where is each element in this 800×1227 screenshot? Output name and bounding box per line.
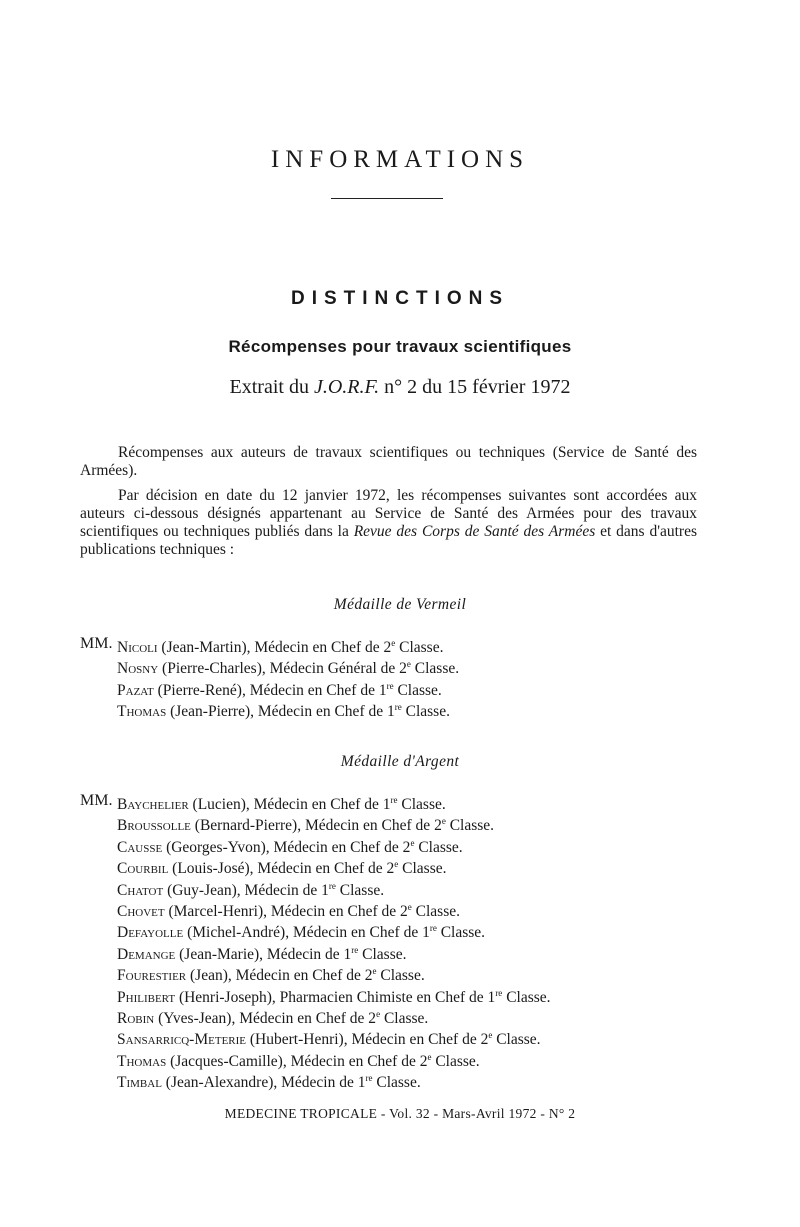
list-item — [117, 1004, 551, 1028]
recipient-surname: Courbil — [117, 860, 169, 878]
list-item — [117, 918, 551, 942]
recipients-prefix: MM. — [80, 792, 113, 809]
recipient-details: (Jean-Martin), Médecin en Chef de 2 — [157, 639, 392, 657]
class-superscript: re — [495, 987, 503, 998]
recipient-class: Classe. — [414, 838, 463, 856]
journal-footer: MEDECINE TROPICALE - Vol. 32 - Mars-Avril 1972 - N° 2 — [224, 1106, 576, 1121]
list-item — [117, 961, 551, 985]
recipient-details: (Lucien), Médecin en Chef de 1 — [188, 796, 391, 814]
recipient-surname: Chatot — [117, 881, 164, 899]
class-superscript: e — [427, 1051, 432, 1062]
decision-text: Par décision en date du 12 janvier 1972, les récompenses suivantes sont accordées aux auteurs ci-dessous désignés appartenant au Service de Santé des Armées pour des travaux scientifiques ou techniques publiés dans la — [80, 487, 697, 540]
recipient-class: Classe. — [358, 945, 407, 963]
list-item — [117, 983, 551, 1004]
class-superscript: re — [390, 795, 398, 805]
recipient-surname: Pazat — [117, 681, 154, 699]
list-item — [117, 854, 551, 878]
recipient-class: Classe. — [335, 881, 385, 899]
class-superscript: e — [488, 1030, 493, 1041]
medal-heading-vermeil: Médaille de Vermeil — [333, 596, 467, 613]
review-title: Revue des Corps de Santé des Armées — [353, 523, 596, 540]
recipient-details: (Pierre-René), Médecin en Chef de 1 — [153, 681, 387, 699]
recipient-details: (Louis-José), Médecin en Chef de 2 — [168, 860, 395, 878]
recipient-surname: Timbal — [117, 1074, 162, 1092]
class-superscript: re — [328, 880, 336, 891]
class-superscript: e — [407, 901, 412, 912]
recipient-details: (Georges-Yvon), Médecin en Chef de 2 — [162, 838, 411, 856]
recipient-details: (Jacques-Camille), Médecin en Chef de 2 — [166, 1052, 428, 1070]
recipient-details: (Yves-Jean), Médecin en Chef de 2 — [154, 1010, 377, 1028]
page-title: INFORMATIONS — [270, 146, 530, 173]
recipient-surname: Robin — [117, 1010, 155, 1028]
extract-line — [0, 376, 800, 399]
recipient-details: (Jean-Pierre), Médecin en Chef de 1 — [166, 703, 395, 721]
class-superscript: e — [391, 638, 396, 648]
recipient-surname: Thomas — [117, 1052, 167, 1070]
title-divider — [331, 198, 443, 199]
class-superscript: re — [365, 1073, 373, 1084]
recipient-class: Classe. — [372, 1074, 421, 1092]
section-heading: DISTINCTIONS — [290, 288, 510, 309]
recipient-class: Classe. — [376, 967, 425, 985]
recipient-surname: Fourestier — [117, 967, 187, 985]
section-subtitle: Récompenses pour travaux scientifiques — [228, 337, 572, 356]
medal-heading-argent: Médaille d'Argent — [340, 753, 460, 770]
recipient-surname: Nicoli — [117, 639, 158, 657]
recipient-details: (Hubert-Henri), Médecin en Chef de 2 — [246, 1031, 489, 1049]
list-item — [117, 790, 551, 814]
recipient-surname: Causse — [117, 838, 163, 856]
recipient-surname: Broussolle — [117, 817, 191, 835]
recipient-class: Classe. — [431, 1052, 480, 1070]
class-superscript: re — [351, 944, 359, 955]
list-item — [117, 697, 459, 721]
list-item — [117, 876, 551, 897]
class-superscript: e — [406, 659, 411, 670]
list-item — [117, 633, 459, 657]
list-item — [117, 833, 551, 854]
recipient-details: (Jean-Alexandre), Médecin de 1 — [161, 1074, 366, 1092]
recipient-details: (Bernard-Pierre), Médecin en Chef de 2 — [190, 817, 442, 835]
recipient-class: Classe. — [395, 639, 444, 657]
recipient-class: Classe. — [401, 703, 450, 721]
recipient-details: (Michel-André), Médecin en Chef de 1 — [183, 924, 430, 942]
recipient-details: (Jean-Marie), Médecin de 1 — [175, 945, 352, 963]
recipient-class: Classe. — [502, 988, 551, 1006]
class-superscript: e — [376, 1008, 381, 1019]
recipient-class: Classe. — [436, 924, 486, 942]
class-superscript: e — [441, 816, 446, 827]
recipient-surname: Defayolle — [117, 924, 184, 942]
decision-paragraph — [80, 487, 697, 559]
list-item — [117, 1068, 551, 1092]
list-item — [117, 676, 459, 697]
recipient-surname: Demange — [117, 945, 176, 963]
class-superscript: re — [429, 923, 437, 934]
decision-text-end: et dans d'autres publications techniques : — [80, 523, 697, 558]
recipient-surname: Baychelier — [117, 796, 189, 814]
recipient-class: Classe. — [492, 1031, 541, 1049]
extract-prefix: Extrait du — [229, 376, 314, 398]
list-item — [117, 1025, 551, 1049]
recipient-details: (Marcel-Henri), Médecin en Chef de 2 — [164, 903, 408, 921]
class-superscript: e — [394, 859, 399, 870]
list-item — [117, 897, 551, 921]
class-superscript: e — [372, 966, 377, 977]
recipient-surname: Sansarricq-Meterie — [117, 1031, 247, 1049]
class-superscript: e — [410, 837, 415, 848]
recipient-details: (Henri-Joseph), Pharmacien Chimiste en Chef de 1 — [175, 988, 496, 1006]
list-item — [117, 1047, 551, 1068]
recipient-details: (Guy-Jean), Médecin de 1 — [163, 881, 329, 899]
recipient-class: Classe. — [411, 903, 460, 921]
recipient-surname: Philibert — [117, 988, 176, 1006]
list-item — [117, 940, 551, 961]
intro-paragraph: Récompenses aux auteurs de travaux scientifiques ou techniques (Service de Santé des Armées). — [80, 444, 697, 479]
recipient-list-vermeil — [117, 633, 459, 719]
recipient-surname: Nosny — [117, 660, 159, 678]
class-superscript: re — [386, 680, 394, 691]
recipient-surname: Chovet — [117, 903, 165, 921]
journal-name: J.O.R.F. — [313, 376, 380, 398]
extract-suffix: n° 2 du 15 février 1972 — [379, 376, 571, 398]
recipient-class: Classe. — [380, 1010, 429, 1028]
list-item — [117, 654, 460, 678]
recipient-class: Classe. — [393, 681, 442, 699]
recipients-prefix: MM. — [80, 635, 113, 652]
recipient-class: Classe. — [398, 860, 447, 878]
recipient-class: Classe. — [397, 796, 446, 814]
recipient-surname: Thomas — [117, 703, 167, 721]
recipient-list-argent — [117, 790, 551, 1092]
recipient-details: (Pierre-Charles), Médecin Général de 2 — [158, 660, 407, 678]
list-item — [117, 811, 551, 835]
recipient-class: Classe. — [445, 817, 495, 835]
recipient-class: Classe. — [410, 660, 460, 678]
class-superscript: re — [394, 702, 402, 713]
recipient-details: (Jean), Médecin en Chef de 2 — [186, 967, 373, 985]
